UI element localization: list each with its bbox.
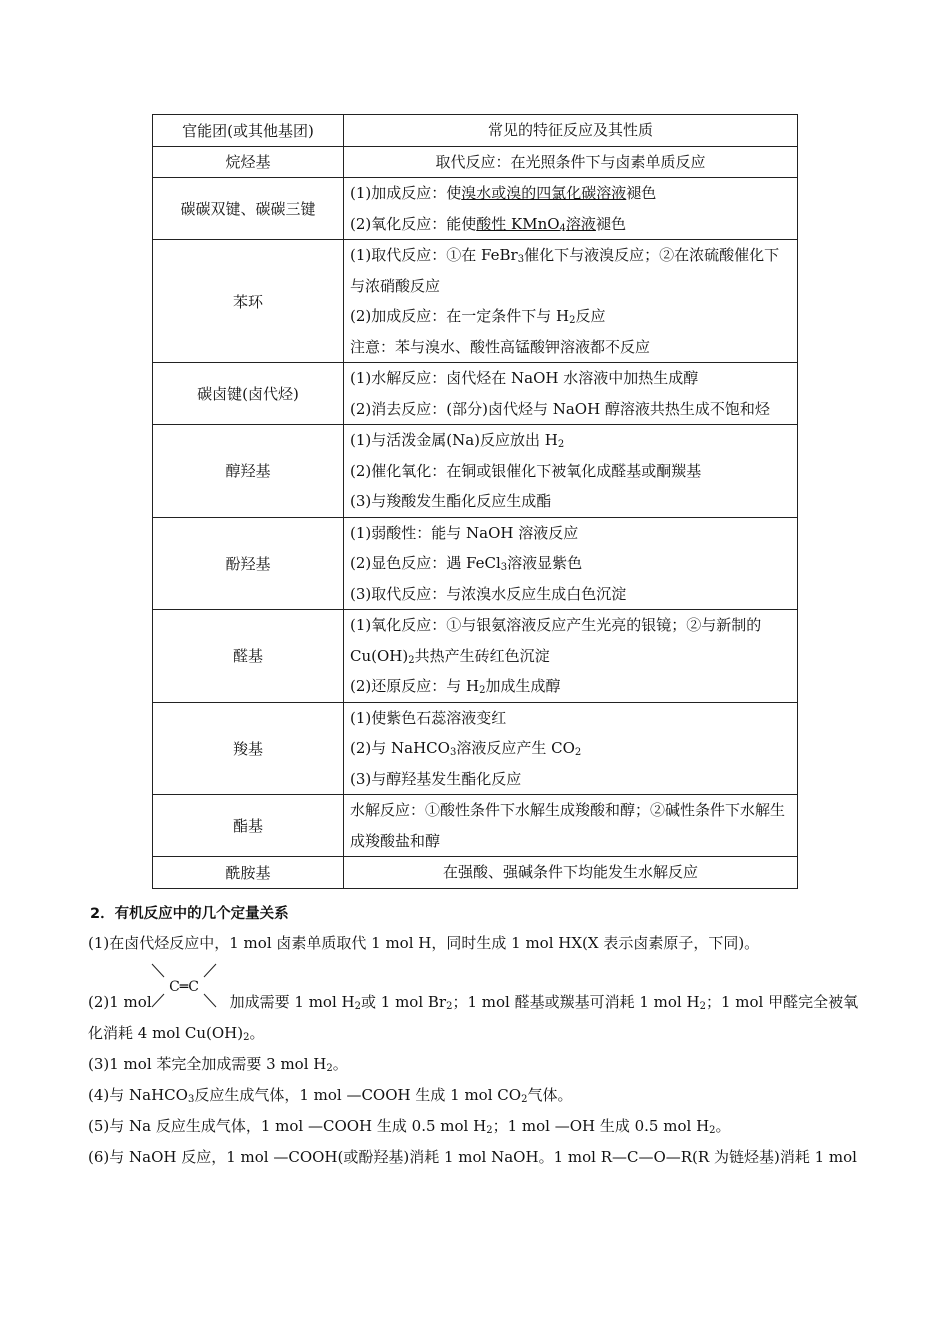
group-cell: 酚羟基 [153,517,344,610]
props-line: (1)氧化反应：①与银氨溶液反应产生光亮的银镜；②与新制的 $Cu(OH)_2$共热产生砖红色沉淀 [350,616,762,666]
props-cell: 水解反应：①酸性条件下水解生成羧酸和醇；②碱性条件下水解生成羧酸盐和醇 [344,795,798,857]
props-line: (1)使紫色石蕊溶液变红 [350,708,507,727]
table-row [153,425,798,518]
props-cell [344,610,798,703]
table-row [153,363,798,425]
table-row [153,146,798,178]
header-group: 官能团(或其他基团) [153,115,344,147]
table-row [153,795,798,857]
props-cell: 取代反应：在光照条件下与卤素单质反应 [344,146,798,178]
paragraph-2: (2)1 mol 加成需要 1 mol $H_2$或 1 mol $Br_2$；1 mol 醛基或羰基可消耗 1 mol $H_2$；1 mol 甲醛完全被氧化消耗 4 mol $Cu(OH)_2$。 [88,993,859,1043]
props-line: (2)显色反应：遇 FeCl$_3$溶液显紫色 [350,554,583,573]
props-line: (1)弱酸性：能与 NaOH 溶液反应 [350,523,579,542]
props-cell [344,240,798,363]
props-cell [344,702,798,795]
group-cell: 酰胺基 [153,857,344,889]
props-cell [344,517,798,610]
structure-label: C═C [169,979,199,995]
functional-group-table [152,114,798,889]
props-line: 注意：苯与溴水、酸性高锰酸钾溶液都不反应 [350,337,651,356]
props-line: (2)消去反应：(部分)卤代烃与 NaOH 醇溶液共热生成不饱和烃 [350,399,770,418]
group-cell: 酯基 [153,795,344,857]
props-line: (1)取代反应：①在 FeBr$_3$催化下与液溴反应；②在浓硫酸催化下与浓硝酸反应 [350,246,780,295]
props-line: (2)与 NaHCO$_3$溶液反应产生 $CO_2$ [350,739,582,758]
paragraph-1: (1)在卤代烃反应中，1 mol 卤素单质取代 1 mol H，同时生成 1 mol HX(X 表示卤素原子，下同)。 [88,934,760,952]
group-cell: 碳卤键(卤代烃) [153,363,344,425]
props-line: (1)加成反应：使溴水或溴的四氯化碳溶液褪色 [350,184,657,202]
props-line: (3)取代反应：与浓溴水反应生成白色沉淀 [350,584,627,603]
props-cell: 在强酸、强碱条件下均能发生水解反应 [344,857,798,889]
group-cell: 苯环 [153,240,344,363]
paragraph-5: (5)与 Na 反应生成气体，1 mol —COOH 生成 0.5 mol $H_2$；1 mol —OH 生成 0.5 mol $H_2$。 [88,1117,731,1136]
props-cell [344,178,798,240]
table-row [153,178,798,240]
group-cell: 烷烃基 [153,146,344,178]
table-row [153,240,798,363]
props-line: (1)水解反应：卤代烃在 NaOH 水溶液中加热生成醇 [350,369,699,387]
props-line: (3)与醇羟基发生酯化反应 [350,769,522,788]
table-row [153,857,798,889]
paragraph-4: (4)与 NaHCO$_3$反应生成气体，1 mol —COOH 生成 1 mol $CO_2$气体。 [88,1086,573,1105]
props-line: (3)与羧酸发生酯化反应生成酯 [350,492,552,510]
group-cell: 醛基 [153,610,344,703]
group-cell: 羧基 [153,702,344,795]
header-props: 常见的特征反应及其性质 [344,115,798,147]
table-row [153,702,798,795]
table-row [153,517,798,610]
table-header-row [153,115,798,147]
props-line: (2)催化氧化：在铜或银催化下被氧化成醛基或酮羰基 [350,461,702,480]
group-cell: 碳碳双键、碳碳三键 [153,178,344,240]
paragraph-3: (3)1 mol 苯完全加成需要 3 mol $H_2$。 [88,1055,348,1074]
props-line: (2)加成反应：在一定条件下与 $H_2$反应 [350,307,606,326]
group-cell: 醇羟基 [153,425,344,518]
props-line: (2)氧化反应：能使酸性 KMnO$_4$溶液褪色 [350,214,626,234]
paragraph-6: (6)与 NaOH 反应，1 mol —COOH(或酚羟基)消耗 1 mol NaOH。1 mol R—C—O—R(R 为链烃基)消耗 1 mol [88,1148,857,1166]
props-cell [344,425,798,518]
props-line: (2)还原反应：与 $H_2$加成生成醇 [350,677,561,696]
table-row [153,610,798,703]
props-line: (1)与活泼金属(Na)反应放出 $H_2$ [350,431,565,450]
props-cell [344,363,798,425]
section-title: 2．有机反应中的几个定量关系 [90,906,289,922]
